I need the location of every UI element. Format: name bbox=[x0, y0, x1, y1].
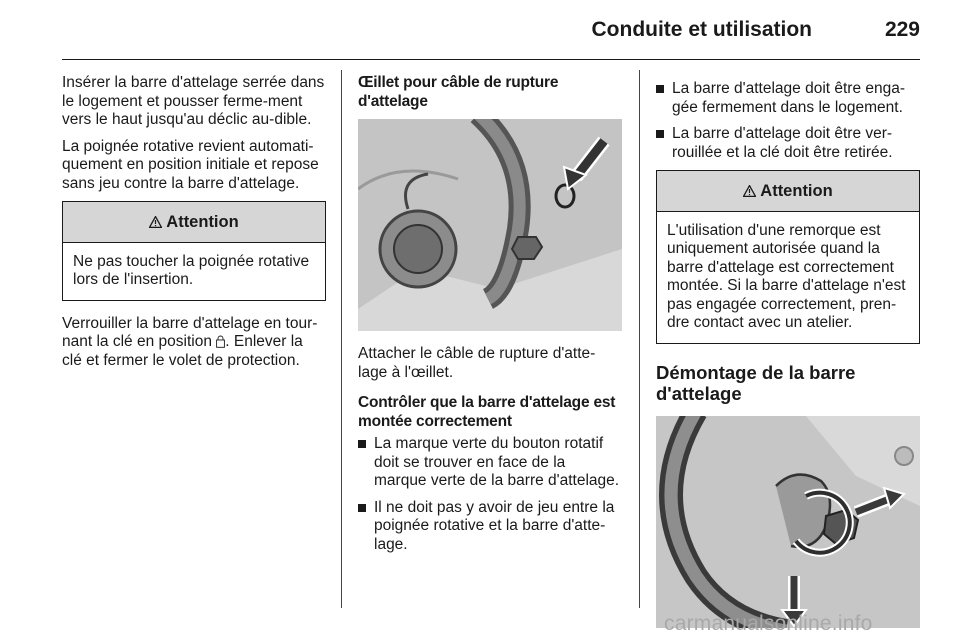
list-item: La barre d'attelage doit être ver-rouillée et la clé doit être retirée. bbox=[656, 125, 920, 162]
paragraph-insert: Insérer la barre d'attelage serrée dans le logement et pousser ferme-ment vers le haut jusqu'au déclic au-dible. bbox=[62, 74, 325, 128]
column-divider-2 bbox=[639, 70, 640, 608]
page-number: 229 bbox=[884, 18, 920, 41]
paragraph-handle: La poignée rotative revient automati-quement en position initiale et repose sans jeu contre la barre d'attelage. bbox=[62, 137, 319, 192]
warning-text: Ne pas toucher la poignée rotative lors de l'insertion. bbox=[73, 252, 310, 288]
paragraph-lock bbox=[62, 315, 326, 371]
header-title: Conduite et utilisation bbox=[591, 18, 812, 41]
column-1 bbox=[62, 74, 326, 378]
warning-header bbox=[657, 171, 919, 212]
requirement-list bbox=[656, 80, 920, 162]
towbar-removal-figure bbox=[656, 416, 920, 628]
list-item: La marque verte du bouton rotatif doit se trouver en face de la marque verte de la barre d'attelage. bbox=[358, 435, 622, 491]
list-item: La barre d'attelage doit être enga-gée fermement dans le logement. bbox=[656, 80, 920, 117]
header-divider bbox=[62, 59, 920, 60]
check-list bbox=[358, 435, 622, 554]
warning-box bbox=[62, 201, 326, 301]
paragraph-lock-text-end: . Enlever la clé et fermer le volet de protection. bbox=[62, 333, 303, 369]
towbar-eyelet-figure bbox=[358, 119, 622, 331]
warning-triangle-icon bbox=[743, 182, 760, 200]
warning-triangle-icon bbox=[149, 213, 166, 231]
list-item: Il ne doit pas y avoir de jeu entre la poignée rotative et la barre d'atte-lage. bbox=[358, 499, 622, 555]
lock-icon bbox=[216, 335, 225, 348]
column-divider-1 bbox=[341, 70, 342, 608]
watermark: carmanualsonline.info bbox=[664, 612, 873, 635]
warning-header bbox=[63, 202, 325, 243]
section-heading-eyelet: Œillet pour câble de rupture d'attelage bbox=[358, 74, 559, 110]
section-heading-check: Contrôler que la barre d'attelage est montée correctement bbox=[358, 394, 616, 430]
figure-caption: Attacher le câble de rupture d'atte-lage à l'œillet. bbox=[358, 345, 596, 381]
column-3 bbox=[656, 74, 920, 628]
column-2 bbox=[358, 74, 622, 562]
warning-box bbox=[656, 170, 920, 344]
warning-title: Attention bbox=[760, 182, 833, 200]
section-heading-removal: Démontage de la barre d'attelage bbox=[656, 361, 856, 404]
warning-text: L'utilisation d'une remorque est uniquement autorisée quand la barre d'attelage est correctement montée. Si la barre d'attelage n'est pas engagée correctement, pren-dre contact avec un atelier. bbox=[667, 221, 906, 331]
paragraph-lock-text-start: Verrouiller la barre d'attelage en tour-nant la clé en position bbox=[62, 314, 318, 350]
warning-title: Attention bbox=[166, 213, 239, 231]
